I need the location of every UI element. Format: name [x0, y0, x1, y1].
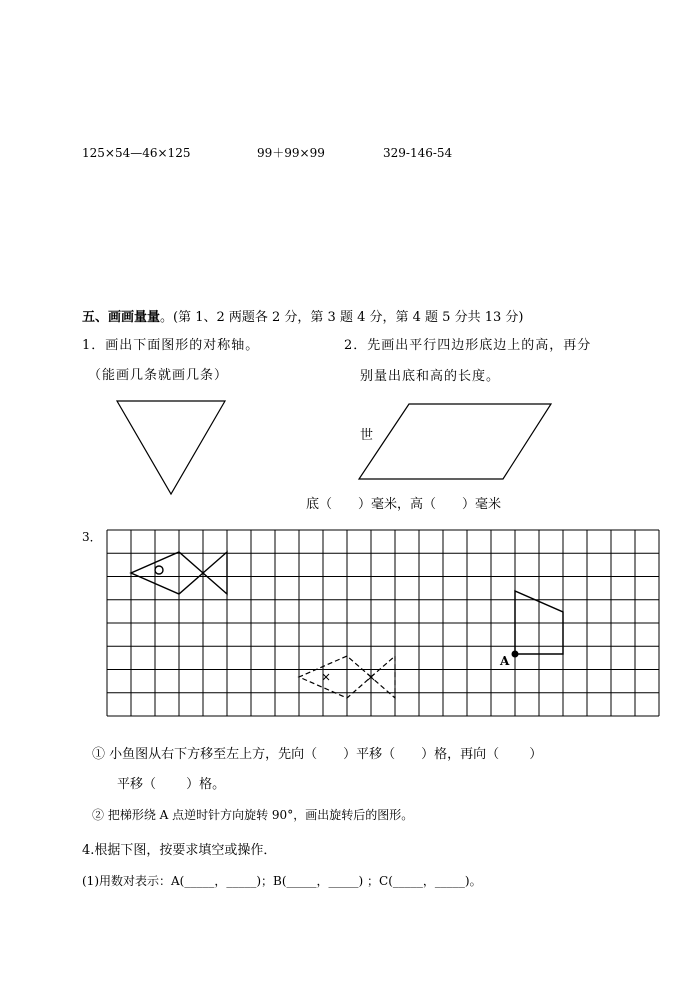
- calculation-2: 99＋99×99: [257, 146, 325, 160]
- measure-blank-text: 底（ ）毫米，高（ ）毫米: [306, 497, 502, 512]
- question-2-line-2: 别量出底和高的长度。: [360, 369, 501, 384]
- question-1-line-2: （能画几条就画几条）: [88, 368, 229, 383]
- section5-heading-bold: 五、画画量量: [82, 310, 161, 325]
- point-a-label: A: [500, 654, 510, 668]
- question-4-item-1: (1)用数对表示：A(_____，_____)；B(_____，_____) ；C(_____，_____)。: [82, 874, 482, 888]
- q3-instruction-2: ② 把梯形绕 A 点逆时针方向旋转 90°，画出旋转后的图形。: [92, 808, 414, 822]
- calculation-1: 125×54—46×125: [82, 146, 191, 160]
- section5-heading-rest: 。(第 1、2 两题各 2 分，第 3 题 4 分，第 4 题 5 分共 13 分): [160, 310, 524, 325]
- question-2-line-1: 2．先画出平行四边形底边上的高，再分: [344, 338, 592, 353]
- q3-instruction-1-line-1: ① 小鱼图从右下方移至左上方，先向（ ）平移（ ）格，再向（ ）: [92, 747, 543, 762]
- parallelogram: [359, 404, 551, 479]
- question-3-number: 3．: [82, 530, 102, 544]
- q3-instruction-1-line-2: 平移（ ）格。: [117, 777, 226, 792]
- dashed-fish-eye-icon: [323, 674, 374, 680]
- question-4-title: 4.根据下图，按要求填空或操作．: [82, 843, 277, 858]
- inverted-triangle: [117, 401, 225, 494]
- point-a: [512, 651, 519, 658]
- calculation-3: 329-146-54: [383, 146, 453, 160]
- question-1-line-1: 1．画出下面图形的对称轴。: [82, 338, 260, 353]
- base-label: 世: [360, 428, 374, 443]
